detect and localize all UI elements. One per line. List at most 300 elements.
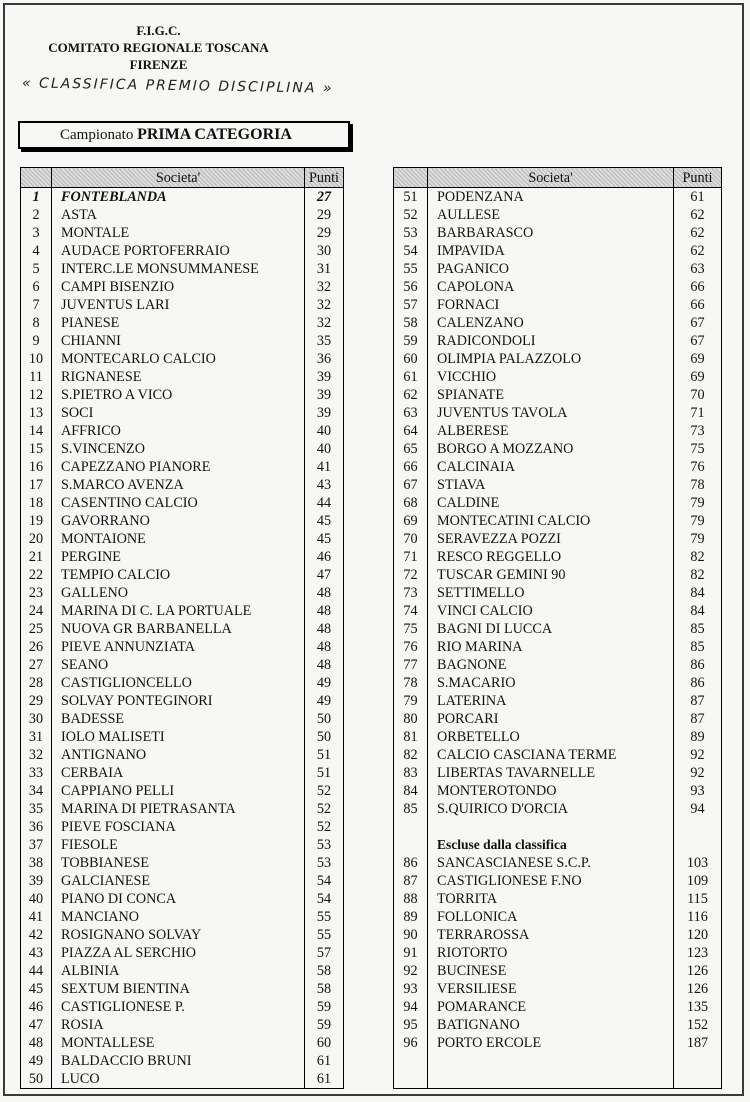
table-row (394, 638, 722, 656)
table-row (394, 314, 722, 332)
points-cell: 40 (305, 440, 344, 458)
position-cell: 11 (21, 368, 52, 386)
table-row (21, 404, 344, 422)
header-points-cell: Punti (305, 168, 344, 188)
table-row (394, 656, 722, 674)
position-cell: 53 (394, 224, 428, 242)
team-name-cell: CAPOLONA (437, 279, 515, 295)
position-cell: 75 (394, 620, 428, 638)
position-cell: 1 (21, 188, 52, 207)
team-name-cell: CAPEZZANO PIANORE (61, 459, 211, 475)
table-row (21, 350, 344, 368)
table-row (394, 404, 722, 422)
points-cell: 36 (305, 350, 344, 368)
table-row (394, 368, 722, 386)
position-cell: 31 (21, 728, 52, 746)
points-cell: 61 (674, 188, 722, 207)
position-cell: 37 (21, 836, 52, 854)
team-name-cell: BALDACCIO BRUNI (61, 1053, 192, 1069)
points-cell: 32 (305, 314, 344, 332)
points-cell: 40 (305, 422, 344, 440)
points-cell: 79 (674, 512, 722, 530)
points-cell: 66 (674, 278, 722, 296)
points-cell: 61 (305, 1052, 344, 1070)
position-cell: 33 (21, 764, 52, 782)
team-name-cell: MARINA DI PIETRASANTA (61, 801, 236, 817)
team-name-cell: IMPAVIDA (437, 243, 505, 259)
position-cell: 25 (21, 620, 52, 638)
team-name-cell: MONTECATINI CALCIO (437, 513, 591, 529)
points-cell: 67 (674, 314, 722, 332)
table-row (394, 458, 722, 476)
spacer-row (394, 1052, 722, 1070)
table-row (21, 512, 344, 530)
team-name-cell: CERBAIA (61, 765, 124, 781)
table-row (394, 242, 722, 260)
table-row (21, 476, 344, 494)
points-cell: 53 (305, 836, 344, 854)
team-name-cell: S.VINCENZO (61, 441, 145, 457)
position-cell: 62 (394, 386, 428, 404)
standings-table-right (393, 167, 722, 1089)
points-cell: 31 (305, 260, 344, 278)
points-cell: 71 (674, 404, 722, 422)
points-cell: 73 (674, 422, 722, 440)
points-cell: 48 (305, 584, 344, 602)
position-cell: 38 (21, 854, 52, 872)
team-name-cell: MONTECARLO CALCIO (61, 351, 216, 367)
table-row (394, 548, 722, 566)
table-row (21, 224, 344, 242)
points-cell: 86 (674, 674, 722, 692)
team-name-cell: LUCO (52, 1070, 305, 1089)
table-row (394, 890, 722, 908)
points-cell: 50 (305, 710, 344, 728)
points-cell: 152 (674, 1016, 722, 1034)
team-name-cell: CAMPI BISENZIO (61, 279, 175, 295)
table-row (394, 440, 722, 458)
team-name-cell: ALBINIA (61, 963, 120, 979)
points-cell: 49 (305, 692, 344, 710)
team-name-cell: SEANO (61, 657, 109, 673)
team-name-cell: BARBARASCO (437, 225, 534, 241)
position-cell: 78 (394, 674, 428, 692)
table-row (21, 422, 344, 440)
table-row (21, 980, 344, 998)
points-cell: 59 (305, 1016, 344, 1034)
team-name-cell: AUDACE PORTOFERRAIO (61, 243, 230, 259)
team-name-cell: PIAZZA AL SERCHIO (61, 945, 197, 961)
position-cell: 40 (21, 890, 52, 908)
position-cell: 85 (394, 800, 428, 818)
position-cell: 95 (394, 1016, 428, 1034)
table-row (21, 1052, 344, 1070)
table-row (394, 206, 722, 224)
team-name-cell: AFFRICO (61, 423, 121, 439)
position-cell: 12 (21, 386, 52, 404)
position-cell: 71 (394, 548, 428, 566)
empty-cell (428, 818, 674, 836)
team-name-cell: PERGINE (61, 549, 121, 565)
table-row (394, 782, 722, 800)
table-row (394, 332, 722, 350)
empty-cell (674, 818, 722, 836)
table-row (394, 260, 722, 278)
header-pos-cell (394, 168, 428, 188)
points-cell: 85 (674, 638, 722, 656)
empty-cell (674, 1052, 722, 1070)
points-cell: 116 (674, 908, 722, 926)
table-row (21, 494, 344, 512)
points-cell: 66 (674, 296, 722, 314)
team-name-cell: GAVORRANO (61, 513, 150, 529)
position-cell: 84 (394, 782, 428, 800)
points-cell: 57 (305, 944, 344, 962)
points-cell: 89 (674, 728, 722, 746)
points-cell: 41 (305, 458, 344, 476)
position-cell: 41 (21, 908, 52, 926)
position-cell: 94 (394, 998, 428, 1016)
table-row (21, 602, 344, 620)
points-cell: 92 (674, 746, 722, 764)
table-row (21, 962, 344, 980)
points-cell: 45 (305, 530, 344, 548)
position-cell: 4 (21, 242, 52, 260)
position-cell: 17 (21, 476, 52, 494)
table-row (21, 188, 344, 207)
points-cell: 63 (674, 260, 722, 278)
points-cell: 87 (674, 692, 722, 710)
team-name-cell: TUSCAR GEMINI 90 (437, 567, 566, 583)
position-cell: 43 (21, 944, 52, 962)
team-name-cell: ANTIGNANO (61, 747, 147, 763)
table-row (394, 602, 722, 620)
points-cell: 50 (305, 728, 344, 746)
team-name-cell: INTERC.LE MONSUMMANESE (61, 261, 259, 277)
team-name-cell: S.MACARIO (437, 675, 516, 691)
points-cell: 82 (674, 566, 722, 584)
position-cell: 36 (21, 818, 52, 836)
points-cell: 47 (305, 566, 344, 584)
team-name-cell: ALBERESE (437, 423, 509, 439)
table-row (21, 944, 344, 962)
points-cell: 39 (305, 386, 344, 404)
points-cell: 29 (305, 224, 344, 242)
position-cell: 50 (21, 1070, 52, 1089)
team-name-cell: CASTIGLIONESE P. (61, 999, 185, 1015)
position-cell: 5 (21, 260, 52, 278)
position-cell: 22 (21, 566, 52, 584)
table-row (394, 944, 722, 962)
table-row (394, 800, 722, 818)
position-cell: 96 (394, 1034, 428, 1052)
position-cell: 47 (21, 1016, 52, 1034)
team-name-cell: MONTAIONE (61, 531, 146, 547)
position-cell: 72 (394, 566, 428, 584)
table-row (394, 566, 722, 584)
position-cell: 64 (394, 422, 428, 440)
table-row (21, 836, 344, 854)
empty-cell (394, 818, 428, 836)
table-row (394, 350, 722, 368)
table-row (21, 242, 344, 260)
table-row (394, 386, 722, 404)
points-cell: 48 (305, 620, 344, 638)
table-row (21, 746, 344, 764)
points-cell: 62 (674, 224, 722, 242)
spacer-row (394, 818, 722, 836)
team-name-cell: SPIANATE (437, 387, 505, 403)
points-cell: 62 (674, 206, 722, 224)
document-header (0, 22, 317, 73)
points-cell: 45 (305, 512, 344, 530)
position-cell: 60 (394, 350, 428, 368)
table-row (394, 530, 722, 548)
team-name-cell: BAGNI DI LUCCA (437, 621, 553, 637)
table-row (21, 674, 344, 692)
team-name-cell: PODENZANA (437, 189, 524, 205)
position-cell: 39 (21, 872, 52, 890)
empty-cell (394, 1052, 428, 1070)
position-cell: 54 (394, 242, 428, 260)
header-line-comitato: COMITATO REGIONALE TOSCANA (48, 40, 269, 55)
table-row (394, 980, 722, 998)
table-row (394, 188, 722, 207)
team-name-cell: PIEVE FOSCIANA (61, 819, 176, 835)
position-cell: 70 (394, 530, 428, 548)
team-name-cell: CAPPIANO PELLI (61, 783, 175, 799)
team-name-cell: MONTEROTONDO (437, 783, 557, 799)
team-name-cell: FOLLONICA (437, 909, 518, 925)
table-row (21, 386, 344, 404)
table-row (394, 962, 722, 980)
points-cell: 85 (674, 620, 722, 638)
table-row (394, 692, 722, 710)
points-cell: 70 (674, 386, 722, 404)
table-row (21, 458, 344, 476)
points-cell: 39 (305, 368, 344, 386)
table-row (21, 854, 344, 872)
position-cell: 21 (21, 548, 52, 566)
table-row (394, 494, 722, 512)
standings-body-left (21, 188, 344, 1089)
points-cell: 54 (305, 872, 344, 890)
team-name-cell: ORBETELLO (437, 729, 520, 745)
points-cell: 48 (305, 656, 344, 674)
points-cell: 51 (305, 764, 344, 782)
points-cell: 87 (674, 710, 722, 728)
table-row (21, 1034, 344, 1052)
points-cell: 52 (305, 782, 344, 800)
team-name-cell: PIANESE (61, 315, 120, 331)
position-cell: 44 (21, 962, 52, 980)
position-cell: 88 (394, 890, 428, 908)
team-name-cell: CALENZANO (437, 315, 524, 331)
header-pos-cell (21, 168, 52, 188)
points-cell: 126 (674, 962, 722, 980)
table-row (21, 728, 344, 746)
points-cell: 55 (305, 908, 344, 926)
team-name-cell: CASTIGLIONESE F.NO (437, 873, 582, 889)
position-cell: 13 (21, 404, 52, 422)
table-row (394, 422, 722, 440)
spacer-row (394, 1070, 722, 1089)
table-row (394, 908, 722, 926)
table-header-row (394, 168, 722, 188)
points-cell: 39 (305, 404, 344, 422)
team-name-cell: JUVENTUS LARI (61, 297, 170, 313)
team-name-cell: CHIANNI (61, 333, 121, 349)
position-cell: 93 (394, 980, 428, 998)
table-row (21, 1070, 344, 1089)
team-name-cell: GALLENO (61, 585, 128, 601)
team-name-cell: CASTIGLIONCELLO (61, 675, 192, 691)
team-name-cell: POMARANCE (437, 999, 527, 1015)
team-name-cell: ROSIGNANO SOLVAY (61, 927, 202, 943)
standings-body-right (394, 188, 722, 1089)
position-cell: 20 (21, 530, 52, 548)
position-cell: 15 (21, 440, 52, 458)
table-header-row (21, 168, 344, 188)
table-row (21, 908, 344, 926)
points-cell: 126 (674, 980, 722, 998)
table-row (21, 530, 344, 548)
team-name-cell: SERAVEZZA POZZI (437, 531, 561, 547)
empty-cell (428, 1070, 674, 1089)
table-row (394, 1016, 722, 1034)
table-row (21, 1016, 344, 1034)
points-cell: 27 (305, 188, 344, 207)
position-cell: 61 (394, 368, 428, 386)
table-row (21, 692, 344, 710)
position-cell: 9 (21, 332, 52, 350)
table-row (21, 566, 344, 584)
position-cell: 45 (21, 980, 52, 998)
position-cell: 49 (21, 1052, 52, 1070)
points-cell: 103 (674, 854, 722, 872)
team-name-cell: TORRITA (437, 891, 498, 907)
position-cell: 79 (394, 692, 428, 710)
points-cell: 48 (305, 602, 344, 620)
table-row (21, 998, 344, 1016)
points-cell: 84 (674, 602, 722, 620)
position-cell: 24 (21, 602, 52, 620)
header-points-cell: Punti (674, 168, 722, 188)
team-name-cell: VERSILIESE (437, 981, 517, 997)
points-cell: 48 (305, 638, 344, 656)
team-name-cell: RIGNANESE (61, 369, 142, 385)
header-team-cell: Societa' (428, 168, 674, 188)
team-name-cell: TOBBIANESE (61, 855, 150, 871)
points-cell: 32 (305, 296, 344, 314)
points-cell: 92 (674, 764, 722, 782)
team-name-cell: PORCARI (437, 711, 499, 727)
points-cell: 60 (305, 1034, 344, 1052)
table-row (21, 818, 344, 836)
team-name-cell: VINCI CALCIO (437, 603, 533, 619)
table-row (21, 926, 344, 944)
team-name-cell: CASENTINO CALCIO (61, 495, 198, 511)
table-row (21, 620, 344, 638)
position-cell: 42 (21, 926, 52, 944)
table-row (394, 296, 722, 314)
position-cell: 59 (394, 332, 428, 350)
position-cell: 10 (21, 350, 52, 368)
position-cell: 57 (394, 296, 428, 314)
championship-prefix: Campionato (60, 127, 134, 143)
points-cell: 69 (674, 368, 722, 386)
position-cell: 58 (394, 314, 428, 332)
team-name-cell: SETTIMELLO (437, 585, 525, 601)
table-row (21, 710, 344, 728)
empty-cell (394, 1070, 428, 1089)
position-cell: 91 (394, 944, 428, 962)
team-name-cell: TEMPIO CALCIO (61, 567, 171, 583)
table-row (21, 638, 344, 656)
team-name-cell: S.MARCO AVENZA (61, 477, 184, 493)
handwritten-note: « CLASSIFICA PREMIO DISCIPLINA » (21, 75, 334, 97)
table-row (394, 476, 722, 494)
table-row (21, 584, 344, 602)
header-team-cell: Societa' (52, 168, 305, 188)
team-name-cell: SEXTUM BIENTINA (61, 981, 190, 997)
table-row (21, 440, 344, 458)
empty-cell (428, 1052, 674, 1070)
position-cell: 73 (394, 584, 428, 602)
points-cell: 84 (674, 584, 722, 602)
points-cell: 135 (674, 998, 722, 1016)
team-name-cell: S.PIETRO A VICO (61, 387, 173, 403)
position-cell: 14 (21, 422, 52, 440)
team-name-cell: RIO MARINA (437, 639, 523, 655)
points-cell: 79 (674, 494, 722, 512)
points-cell: 58 (305, 980, 344, 998)
empty-cell (674, 836, 722, 854)
table-row (21, 314, 344, 332)
table-row (394, 512, 722, 530)
empty-cell (674, 1070, 722, 1089)
position-cell: 55 (394, 260, 428, 278)
points-cell: 187 (674, 1034, 722, 1052)
points-cell: 52 (305, 800, 344, 818)
team-name-cell: MONTALLESE (61, 1035, 155, 1051)
position-cell: 2 (21, 206, 52, 224)
position-cell: 28 (21, 674, 52, 692)
position-cell: 48 (21, 1034, 52, 1052)
position-cell: 16 (21, 458, 52, 476)
empty-cell (394, 836, 428, 854)
points-cell: 76 (674, 458, 722, 476)
points-cell: 46 (305, 548, 344, 566)
points-cell: 93 (674, 782, 722, 800)
points-cell: 59 (305, 998, 344, 1016)
position-cell: 26 (21, 638, 52, 656)
position-cell: 66 (394, 458, 428, 476)
points-cell: 55 (305, 926, 344, 944)
table-row (21, 890, 344, 908)
team-name-cell: CALCIO CASCIANA TERME (437, 747, 617, 763)
team-name-cell: SOLVAY PONTEGINORI (61, 693, 213, 709)
points-cell: 52 (305, 818, 344, 836)
position-cell: 90 (394, 926, 428, 944)
position-cell: 8 (21, 314, 52, 332)
table-row (394, 854, 722, 872)
table-row (394, 224, 722, 242)
position-cell: 65 (394, 440, 428, 458)
team-name-cell: ROSIA (61, 1017, 104, 1033)
table-row (21, 656, 344, 674)
points-cell: 78 (674, 476, 722, 494)
